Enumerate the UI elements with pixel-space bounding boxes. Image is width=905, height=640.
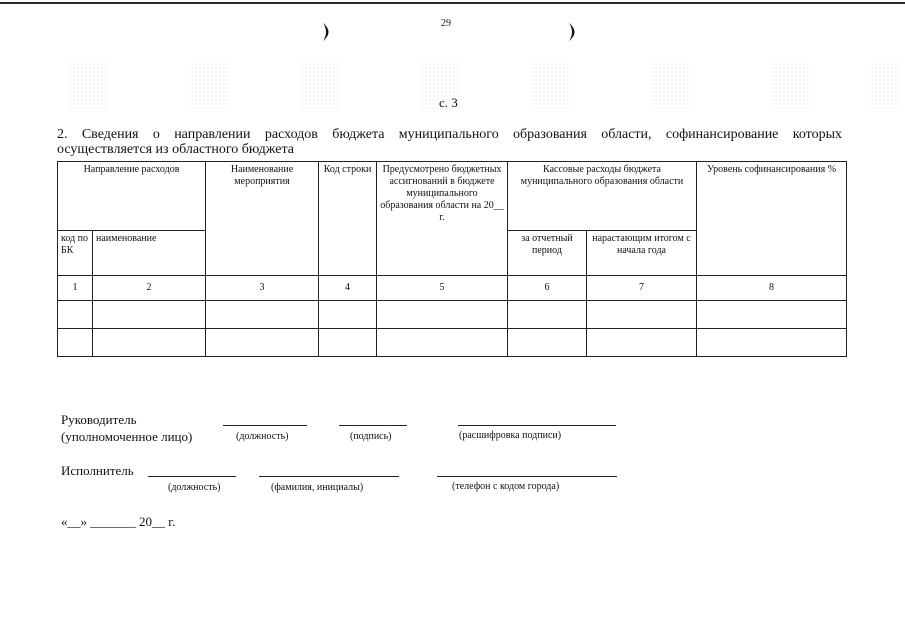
expenses-table [57, 161, 847, 357]
heading-line-1: 2. Сведения о направлении расходов бюджета муниципального образования области, софинансирование которых [57, 127, 842, 142]
table-cell [587, 329, 697, 357]
table-cell [58, 329, 93, 357]
column-number: 7 [587, 276, 697, 301]
table-cell [93, 301, 206, 329]
section-heading [57, 127, 842, 157]
executor-label: Исполнитель [61, 463, 134, 478]
scan-noise [530, 62, 570, 110]
header-code-bk: код по БК [58, 231, 93, 276]
table-cell [93, 329, 206, 357]
scan-noise [650, 62, 690, 110]
executor-position-caption: (должность) [168, 482, 221, 493]
table-cell [697, 329, 847, 357]
table-row [58, 301, 847, 329]
table-cell [377, 301, 508, 329]
header-name: наименование [93, 231, 206, 276]
position-line [223, 425, 307, 426]
column-number: 8 [697, 276, 847, 301]
heading-line-2: осуществляется из областного бюджета [57, 142, 294, 157]
head-position-caption: (должность) [236, 431, 289, 442]
scan-noise [300, 62, 340, 110]
column-number: 4 [319, 276, 377, 301]
head-authorized-person-label: (уполномоченное лицо) [61, 429, 193, 444]
header-direction: Направление расходов [58, 162, 206, 231]
date-field: «__» _______ 20__ г. [61, 514, 176, 529]
table-cell [697, 301, 847, 329]
header-cumulative: нарастающим итогом с начала года [587, 231, 697, 276]
executor-position-line [148, 476, 236, 477]
signature-line [339, 425, 407, 426]
table-cell [58, 301, 93, 329]
decoding-line [458, 425, 616, 426]
column-number-row [58, 276, 847, 301]
table-cell [206, 329, 319, 357]
executor-phone-line [437, 476, 617, 477]
executor-name-caption: (фамилия, инициалы) [271, 482, 364, 493]
scan-top-border [0, 2, 905, 4]
table-cell [206, 301, 319, 329]
head-label: Руководитель [61, 412, 137, 427]
header-planned: Предусмотрено бюджетных ассигнований в бюджете муниципального образования области на 20__ г. [377, 162, 508, 276]
column-number: 5 [377, 276, 508, 301]
table-row [58, 329, 847, 357]
head-signature-caption: (подпись) [350, 431, 392, 442]
header-cash-expenses: Кассовые расходы бюджета муниципального образования области [508, 162, 697, 231]
table-cell [377, 329, 508, 357]
table-cell [319, 329, 377, 357]
header-reporting-period: за отчетный период [508, 231, 587, 276]
column-number: 2 [93, 276, 206, 301]
table-cell [508, 329, 587, 357]
executor-phone-caption: (телефон с кодом города) [452, 481, 560, 492]
page-number: 29 [441, 18, 451, 29]
scan-noise [190, 62, 230, 110]
scan-noise [870, 62, 900, 110]
executor-name-line [259, 476, 399, 477]
scan-noise [770, 62, 810, 110]
header-row-code: Код строки [319, 162, 377, 276]
scan-noise [68, 62, 108, 110]
header-event-name: Наименование мероприятия [206, 162, 319, 276]
head-decoding-caption: (расшифровка подписи) [459, 430, 562, 441]
page-label: с. 3 [439, 95, 458, 110]
column-number: 6 [508, 276, 587, 301]
punch-hole-mark-icon [566, 22, 580, 42]
table-cell [319, 301, 377, 329]
column-number: 1 [58, 276, 93, 301]
header-cofinancing-level: Уровень софинансирования % [697, 162, 847, 276]
column-number: 3 [206, 276, 319, 301]
table-cell [508, 301, 587, 329]
punch-hole-mark-icon [320, 22, 334, 42]
table-cell [587, 301, 697, 329]
